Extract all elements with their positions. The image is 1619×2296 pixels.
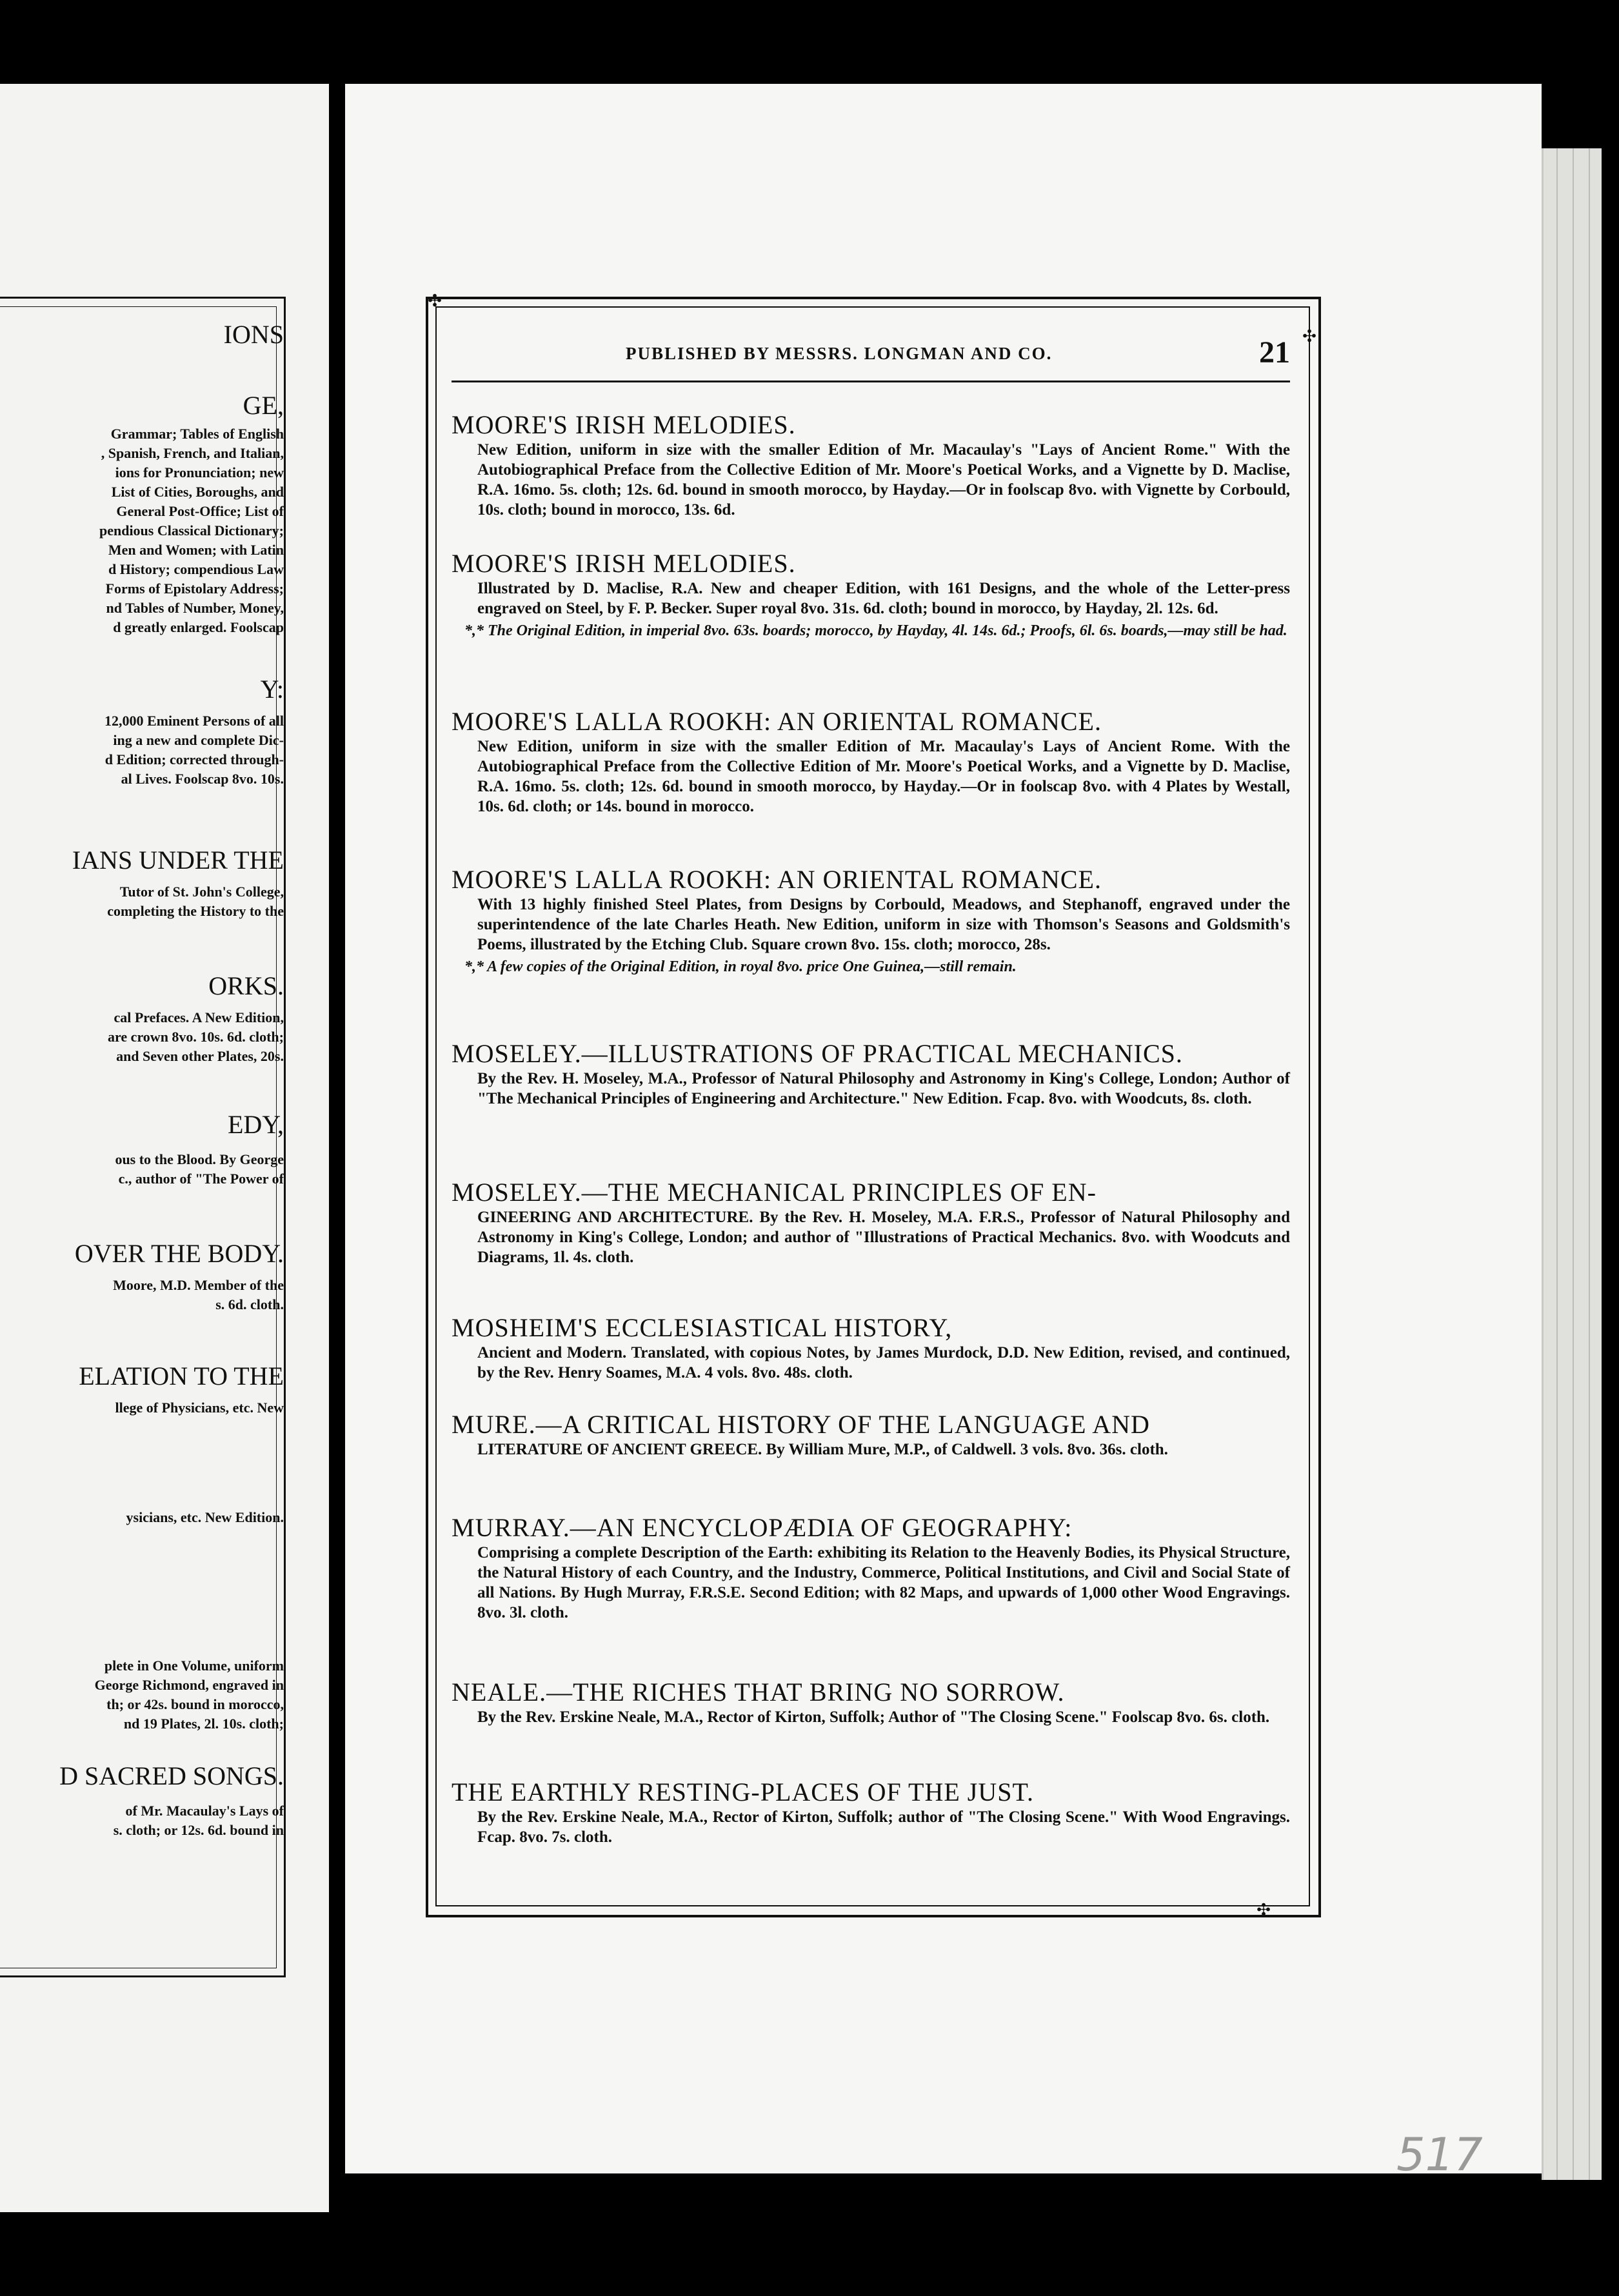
catalogue-entry xyxy=(452,1409,1290,1460)
left-line: th; or 42s. bound in morocco, xyxy=(106,1696,284,1712)
entry-note: *,* A few copies of the Original Edition, in royal 8vo. price One Guinea,—still remain. xyxy=(464,958,1017,975)
catalogue-entry xyxy=(452,548,1290,640)
left-line: ing a new and complete Dic- xyxy=(113,732,284,748)
left-line: cal Prefaces. A New Edition, xyxy=(114,1009,284,1025)
entry-body: Comprising a complete Description of the Earth: exhibiting its Relation to the Heavenly Bodies, its Physical Structure, the Natural History of each Country, and the Industry, Commerce, Political Institutions, and Civil and Social State of all Nations. By Hugh Murray, F.R.S.E. Second Edition; with 82 Maps, and upwards of 1,000 other Wood Engravings. 8vo. 3l. cloth. xyxy=(477,1544,1290,1621)
left-line: are crown 8vo. 10s. 6d. cloth; xyxy=(108,1029,284,1045)
left-line: of Mr. Macaulay's Lays of xyxy=(125,1803,284,1819)
catalogue-entry xyxy=(452,1038,1290,1109)
catalogue-entry xyxy=(452,1677,1290,1727)
entry-body: Ancient and Modern. Translated, with copious Notes, by James Murdock, D.D. New Edition, revised, and continued, by the Rev. Henry Soames, M.A. 4 vols. 8vo. 48s. cloth. xyxy=(477,1344,1290,1381)
left-line: ions for Pronunciation; new xyxy=(115,464,284,480)
left-line: d History; compendious Law xyxy=(108,561,284,577)
left-line: pendious Classical Dictionary; xyxy=(99,522,284,539)
entry-body: By the Rev. Erskine Neale, M.A., Rector of Kirton, Suffolk; Author of "The Closing Scene." Foolscap 8vo. 6s. cloth. xyxy=(477,1708,1270,1726)
entry-body: By the Rev. Erskine Neale, M.A., Rector of Kirton, Suffolk; author of "The Closing Scene." With Wood Engravings. Fcap. 8vo. 7s. cloth. xyxy=(477,1808,1290,1846)
running-head xyxy=(452,335,1290,377)
catalogue-entry xyxy=(452,410,1290,520)
left-line: completing the History to the xyxy=(107,903,284,919)
entry-title: MOSELEY.—THE MECHANICAL PRINCIPLES OF EN- xyxy=(452,1178,1097,1207)
left-line: s. cloth; or 12s. 6d. bound in xyxy=(113,1822,284,1838)
left-line: c., author of "The Power of xyxy=(118,1171,284,1187)
left-line: ysicians, etc. New Edition. xyxy=(126,1509,284,1525)
left-line: Tutor of St. John's College, xyxy=(119,884,284,900)
catalogue-entry xyxy=(452,1177,1290,1267)
entry-title: MOORE'S IRISH MELODIES. xyxy=(452,549,796,578)
left-line: George Richmond, engraved in xyxy=(94,1677,284,1693)
left-line: 12,000 Eminent Persons of all xyxy=(104,713,284,729)
catalogue-entry xyxy=(452,706,1290,816)
left-line: IANS UNDER THE xyxy=(72,846,284,875)
left-line: Forms of Epistolary Address; xyxy=(105,580,284,597)
left-line: , Spanish, French, and Italian, xyxy=(101,445,284,461)
left-line: ELATION TO THE xyxy=(79,1361,284,1390)
left-line: List of Cities, Boroughs, and xyxy=(111,484,284,500)
left-line: GE, xyxy=(243,391,284,420)
entry-body: Illustrated by D. Maclise, R.A. New and cheaper Edition, with 161 Designs, and the whole of the Letter-press engraved on Steel, by F. P. Becker. Super royal 8vo. 31s. 6d. cloth; bound in morocco, by Hayday, 2l. 12s. 6d. xyxy=(477,580,1290,617)
left-line: plete in One Volume, uniform xyxy=(104,1658,284,1674)
entry-body: By the Rev. H. Moseley, M.A., Professor of Natural Philosophy and Astronomy in King's College, London; Author of "The Mechanical Principles of Engineering and Architecture." New Edition. Fcap. 8vo. with Woodcuts, 8s. cloth. xyxy=(477,1070,1290,1107)
left-line: nd 19 Plates, 2l. 10s. cloth; xyxy=(123,1716,284,1732)
left-line: OVER THE BODY. xyxy=(74,1239,284,1268)
head-rule xyxy=(452,381,1290,382)
entry-body: New Edition, uniform in size with the smaller Edition of Mr. Macaulay's Lays of Ancient Rome. With the Autobiographical Preface from the Collective Edition of Mr. Moore's Poetical Works, and a Vignette by D. Maclise, R.A. 16mo. 5s. cloth; 12s. 6d. bound in smooth morocco, by Hayday.—Or in foolscap 8vo. with 4 Plates by Westall, 10s. 6d. cloth; or 14s. bound in morocco. xyxy=(477,738,1290,815)
left-line: d greatly enlarged. Foolscap xyxy=(113,619,284,635)
entry-title: MURRAY.—AN ENCYCLOPÆDIA OF GEOGRAPHY: xyxy=(452,1513,1073,1542)
entry-body: GINEERING AND ARCHITECTURE. By the Rev. H. Moseley, M.A. F.R.S., Professor of Natural Philosophy and Astronomy in King's College, London; and author of "Illustrations of Practical Mechanics. 8vo. with Woodcuts and Diagrams, 1l. 4s. cloth. xyxy=(477,1209,1290,1266)
entry-title: MOORE'S LALLA ROOKH: AN ORIENTAL ROMANCE. xyxy=(452,707,1102,736)
entry-title: MOSELEY.—ILLUSTRATIONS OF PRACTICAL MECHANICS. xyxy=(452,1039,1183,1068)
entry-body: With 13 highly finished Steel Plates, from Designs by Corbould, Meadows, and Stephanoff, engraved under the superintendence of the late Charles Heath. New Edition, uniform in size with Thomson's Seasons and Goldsmith's Poems, illustrated by the Etching Club. Square crown 8vo. 15s. cloth; morocco, 28s. xyxy=(477,896,1290,953)
entry-title: MURE.—A CRITICAL HISTORY OF THE LANGUAGE AND xyxy=(452,1410,1150,1439)
left-line: ous to the Blood. By George xyxy=(115,1151,284,1167)
pencil-mark: 517 xyxy=(1396,2128,1483,2181)
left-page xyxy=(0,84,329,2212)
left-line: Men and Women; with Latin xyxy=(108,542,284,558)
left-line: Grammar; Tables of English xyxy=(110,426,284,442)
left-line: EDY, xyxy=(227,1110,284,1139)
left-line: General Post-Office; List of xyxy=(116,503,284,519)
left-line: and Seven other Plates, 20s. xyxy=(116,1048,284,1064)
corner-ornament: ✣ xyxy=(1302,327,1316,346)
catalogue-entry xyxy=(452,1512,1290,1623)
page-number: 21 xyxy=(1259,335,1290,370)
left-line: ORKS. xyxy=(208,971,284,1000)
catalogue-entry xyxy=(452,1312,1290,1383)
corner-ornament: ✣ xyxy=(428,292,442,310)
entry-title: THE EARTHLY RESTING-PLACES OF THE JUST. xyxy=(452,1777,1034,1806)
left-line: D SACRED SONGS. xyxy=(59,1761,284,1790)
corner-ornament: ✣ xyxy=(1256,1901,1271,1919)
catalogue-entry xyxy=(452,1777,1290,1847)
catalogue-entry xyxy=(452,864,1290,976)
entry-body: New Edition, uniform in size with the smaller Edition of Mr. Macaulay's "Lays of Ancient Rome." With the Autobiographical Preface from the Collective Edition of Mr. Moore's Poetical Works, and a Vignette by D. Maclise, R.A. 16mo. 5s. cloth; 12s. 6d. bound in smooth morocco, by Hayday.—Or in foolscap 8vo. with Vignette by Corbould, 10s. cloth; bound in morocco, 13s. 6d. xyxy=(477,441,1290,519)
left-line: llege of Physicians, etc. New xyxy=(115,1400,284,1416)
left-line: Moore, M.D. Member of the xyxy=(113,1277,284,1293)
left-line: s. 6d. cloth. xyxy=(215,1296,284,1312)
entry-note: *,* The Original Edition, in imperial 8vo. 63s. boards; morocco, by Hayday, 4l. 14s. 6d.; Proofs, 6l. 6s. boards,—may still be had. xyxy=(464,622,1287,639)
entry-title: MOSHEIM'S ECCLESIASTICAL HISTORY, xyxy=(452,1313,953,1342)
entry-title: NEALE.—THE RICHES THAT BRING NO SORROW. xyxy=(452,1677,1065,1707)
entry-body: LITERATURE OF ANCIENT GREECE. By William Mure, M.P., of Caldwell. 3 vols. 8vo. 36s. cloth. xyxy=(477,1441,1168,1458)
page-edge xyxy=(1542,148,1602,2180)
left-line: Y: xyxy=(260,675,284,704)
entry-title: MOORE'S LALLA ROOKH: AN ORIENTAL ROMANCE. xyxy=(452,865,1102,894)
publisher-line: PUBLISHED BY MESSRS. LONGMAN AND CO. xyxy=(626,344,1053,363)
left-line: nd Tables of Number, Money, xyxy=(106,600,284,616)
left-line: d Edition; corrected through- xyxy=(104,751,284,767)
left-line: IONS xyxy=(223,320,284,349)
entry-title: MOORE'S IRISH MELODIES. xyxy=(452,410,796,439)
left-line: al Lives. Foolscap 8vo. 10s. xyxy=(121,771,284,787)
